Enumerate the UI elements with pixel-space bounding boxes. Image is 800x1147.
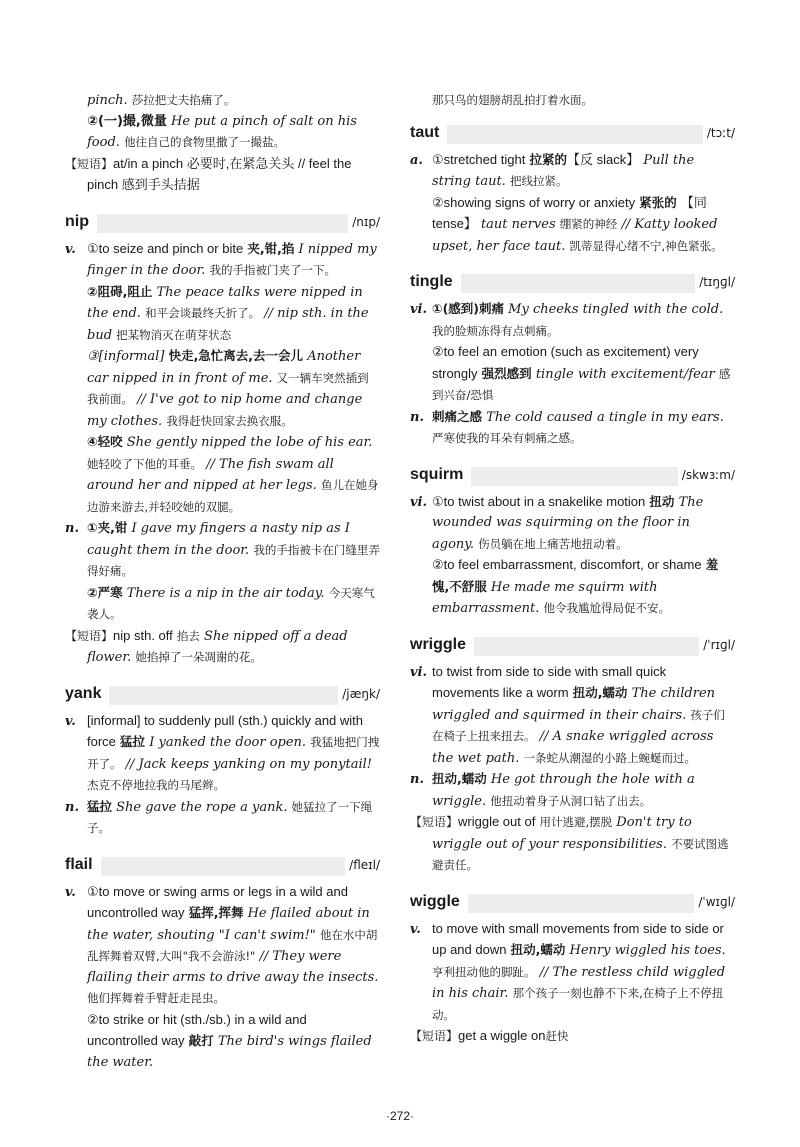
phrases: [65, 626, 380, 669]
example-en: taut nerves: [480, 217, 556, 232]
separator: //: [539, 964, 549, 980]
entry-header: [65, 211, 380, 233]
translation: ①(感到)刺痛: [432, 301, 505, 316]
example-zh: 又一辆车突然插到我前面。: [87, 370, 369, 406]
phrase: wriggle out of: [458, 814, 536, 829]
part-of-speech: vi.: [410, 494, 428, 510]
headword: flail: [65, 854, 101, 876]
example-zh: 把线拉紧。: [509, 174, 568, 188]
sense: [410, 193, 735, 258]
sense-label: ②(一)撮,微量: [87, 113, 167, 129]
example-zh: 他在水中胡乱挥舞着双臂,大叫"我不会游泳!": [87, 927, 378, 963]
sense: [65, 583, 380, 626]
translation: 刺痛之感: [432, 408, 483, 424]
translation: 猛拉: [87, 798, 113, 814]
entry-header: [410, 271, 735, 293]
translation: ④轻咬: [87, 434, 123, 449]
separator: //: [264, 306, 273, 321]
gloss: ②to feel an emotion (such as excitement) very strongly: [432, 344, 699, 381]
translation: ②阻碍,阻止: [87, 283, 153, 299]
translation: 猛挥,挥舞: [188, 905, 244, 920]
example-en: nip sth. in the bud: [87, 306, 369, 343]
sense: [410, 919, 735, 1027]
example-zh: 我的手指被卡在门缝里弄得好痛。: [87, 542, 380, 578]
part-of-speech: vi.: [410, 664, 428, 680]
sense: [65, 797, 380, 840]
entry-header: [65, 854, 380, 876]
entry-header: [410, 464, 735, 486]
example-en: Jack keeps yanking on my ponytail!: [138, 756, 373, 772]
separator: //: [259, 949, 269, 964]
flail-continuation: [410, 90, 735, 112]
entry-nip: [65, 211, 380, 669]
part-of-speech: n.: [65, 521, 79, 536]
translation: 夹,钳,掐: [247, 240, 295, 256]
example-en: I gave my fingers a nasty nip as I caught them in the door.: [87, 521, 350, 558]
right-column: [410, 90, 735, 1048]
example-zh: 和平会谈最终夭折了。: [145, 306, 261, 320]
example-en: I nipped my finger in the door.: [87, 241, 377, 278]
translation: ①夹,钳: [87, 520, 128, 535]
translation: 强烈感到: [481, 365, 532, 381]
separator: //: [621, 217, 631, 232]
sense: [65, 282, 380, 347]
sense: [65, 346, 380, 432]
translation: 扭动,蠕动: [572, 685, 628, 700]
example-zh: 一条蛇从潮湿的小路上蜿蜒而过。: [523, 750, 697, 765]
separator: //: [125, 756, 135, 772]
example-zh: 凯蒂显得心绪不宁,神色紧张。: [569, 238, 723, 253]
example-zh: 把某物消灭在萌芽状态: [116, 327, 232, 342]
example-zh: 孩子们在椅子上扭来扭去。: [432, 707, 725, 743]
example-zh: 我的手指被门夹了一下。: [209, 263, 337, 277]
sense: [65, 432, 380, 518]
example-en: He flailed about in the water, shouting "I can't swim!": [87, 906, 370, 943]
entry-header: [410, 634, 735, 656]
entry-header: [410, 891, 735, 913]
translation: 羞愧,不舒服: [432, 557, 719, 594]
headword: wiggle: [410, 891, 468, 913]
part-of-speech: n.: [65, 799, 79, 815]
gloss: ①to seize and pinch or bite: [87, 240, 244, 256]
example-zh: 我猛地把门拽开了。: [87, 735, 380, 771]
phrase: get a wiggle on: [458, 1028, 546, 1043]
example-en: I yanked the door open.: [149, 735, 307, 750]
gloss: ①to twist about in a snakelike motion: [432, 493, 646, 509]
entry-header: [65, 683, 380, 705]
synonym: 【同 tense】: [432, 194, 707, 231]
antonym: 【反 slack】: [566, 151, 640, 167]
sense: [410, 555, 735, 620]
separator: //: [206, 456, 215, 472]
phonetic: /jæŋk/: [338, 683, 380, 705]
example-zh: 杰克不停地拉我的马尾辫。: [87, 778, 225, 792]
headword: nip: [65, 211, 97, 233]
sense: [410, 492, 735, 556]
example-zh: 绷紧的神经: [559, 217, 618, 231]
phrase-label: 【短语】: [410, 1029, 459, 1043]
example-zh: 那只鸟的翅膀胡乱拍打着水面。: [432, 93, 593, 107]
sense: [410, 342, 735, 407]
example-zh: 今天寒气袭人。: [87, 585, 375, 621]
example-en: My cheeks tingled with the cold.: [508, 302, 724, 317]
part-of-speech: n.: [410, 409, 424, 425]
phrase-zh: 用计逃避,摆脱: [539, 815, 613, 829]
part-of-speech: v.: [410, 921, 421, 937]
pinch-continuation: [65, 90, 380, 112]
example-en: I've got to nip home and change my clothes.: [87, 392, 363, 429]
example-en: She nipped off a dead flower.: [87, 628, 348, 665]
example-en: She gave the rope a yank.: [116, 799, 288, 815]
example-zh: 严寒使我的耳朵有刺痛之感。: [432, 431, 582, 445]
example-en: pinch.: [87, 93, 128, 108]
example-en: He made me squirm with embarrassment.: [432, 579, 658, 616]
example-zh: 我的脸颊冻得有点刺痛。: [432, 323, 559, 338]
phrase-label: 【短语】: [410, 815, 459, 829]
example-en: tingle with excitement/fear: [535, 366, 715, 382]
example-en: Pull the string taut.: [432, 152, 695, 189]
phonetic: /tɔːt/: [703, 122, 735, 144]
gloss: ②showing signs of worry or anxiety: [432, 194, 636, 210]
example-zh: 我得赶快回家去换衣服。: [166, 413, 293, 428]
headword: taut: [410, 122, 447, 144]
example-en: He got through the hole with a wriggle.: [432, 772, 695, 809]
phrases: [410, 1026, 735, 1048]
translation: 快走,急忙离去,去一会儿: [168, 348, 304, 363]
phrase-zh: 掐去: [176, 628, 200, 643]
sense: [410, 407, 735, 450]
sense: [65, 711, 380, 797]
headword: yank: [65, 683, 109, 705]
phrase-text: at/in a pinch 必要时,在紧急关头 // feel the pinch 感到手头拮据: [87, 155, 352, 192]
entry-flail: [65, 854, 380, 1074]
example-en: The cold caused a tingle in my ears.: [486, 409, 724, 425]
sense: [410, 150, 735, 193]
example-en: The children wriggled and squirmed in their chairs.: [432, 686, 716, 723]
phrase-zh: 赶快: [545, 1029, 569, 1043]
example-zh: 她轻咬了下他的耳垂。: [87, 456, 202, 471]
headword: wriggle: [410, 634, 474, 656]
entry-squirm: [410, 464, 735, 620]
gloss: ②to strike or hit (sth./sb.) in a wild and uncontrolled way: [87, 1011, 307, 1048]
gloss: to twist from side to side with small quick movements like a worm: [432, 663, 667, 700]
example-en: He put a pinch of salt on his food.: [87, 113, 357, 150]
example-en: Another car nipped in in front of me.: [87, 349, 361, 386]
gloss: to move with small movements from side to side or up and down: [432, 920, 724, 957]
separator: //: [137, 392, 146, 407]
part-of-speech: v.: [65, 884, 76, 900]
example-en: The wounded was squirming on the floor in agony.: [432, 494, 704, 552]
phrases: [410, 812, 735, 877]
example-zh: 不要试图逃避责任。: [432, 836, 729, 872]
translation: ②严寒: [87, 584, 123, 600]
example-zh: 莎拉把丈夫掐痛了。: [131, 93, 236, 107]
gloss: ②to feel embarrassment, discomfort, or shame: [432, 557, 702, 572]
part-of-speech: v.: [65, 713, 76, 729]
phonetic: /fleɪl/: [345, 854, 380, 876]
sense: [65, 882, 380, 1010]
phrase: nip sth. off: [113, 627, 173, 643]
translation: 扭动: [649, 493, 675, 509]
sense: [410, 662, 735, 770]
translation: 紧张的: [639, 194, 677, 210]
entry-wiggle: [410, 891, 735, 1048]
translation: 猛拉: [120, 734, 146, 749]
entry-yank: [65, 683, 380, 840]
example-zh: 她猛拉了一下绳子。: [87, 799, 373, 835]
translation: 拉紧的: [529, 151, 567, 167]
part-of-speech: a.: [410, 152, 423, 168]
example-zh: 他们挥舞着手臂赶走昆虫。: [87, 991, 225, 1005]
entry-taut: [410, 122, 735, 258]
entry-tingle: [410, 271, 735, 450]
phrase-label: 【短语】: [65, 628, 114, 643]
example-zh: 他令我尴尬得局促不安。: [543, 601, 671, 615]
sense: [65, 518, 380, 583]
gloss: ①to move or swing arms or legs in a wild and uncontrolled way: [87, 883, 348, 920]
example-en: There is a nip in the air today.: [126, 585, 325, 601]
separator: //: [539, 729, 549, 744]
phonetic: /ˈwɪɡl/: [694, 891, 735, 913]
example-en: Henry wiggled his toes.: [569, 943, 726, 958]
example-en: A snake wriggled across the wet path.: [432, 729, 714, 766]
example-en: The fish swam all around her and nipped at her legs.: [87, 456, 334, 493]
phonetic: /tɪŋɡl/: [695, 271, 735, 293]
phonetic: /ˈrɪɡl/: [699, 634, 735, 656]
gloss: [informal] to suddenly pull (sth.) quickly and with force: [87, 712, 364, 749]
gloss: ③[informal]: [87, 349, 165, 364]
example-zh: 亨利扭动他的脚趾。: [432, 964, 536, 979]
entry-wriggle: [410, 634, 735, 877]
example-en: They were flailing their arms to drive away the insects.: [87, 949, 379, 985]
phonetic: /skwɜːm/: [678, 464, 735, 486]
part-of-speech: n.: [410, 772, 424, 787]
sense: [410, 769, 735, 812]
pinch-phrases: [65, 154, 380, 197]
example-en: The restless child wiggled in his chair.: [432, 964, 726, 1001]
example-zh: 她掐掉了一朵凋谢的花。: [135, 650, 262, 664]
example-en: Don't try to wriggle out of your responsibilities.: [432, 815, 692, 852]
headword: squirm: [410, 464, 471, 486]
translation: 扭动,蠕动: [510, 942, 566, 957]
example-en: The peace talks were nipped in the end.: [87, 284, 363, 321]
translation: 敲打: [188, 1033, 214, 1048]
example-en: Katty looked upset, her face taut.: [432, 217, 718, 254]
phrase-label: 【短语】: [65, 156, 114, 171]
example-zh: 他往自己的食物里撒了一撮盐。: [124, 135, 286, 149]
example-zh: 那个孩子一刻也静不下来,在椅子上不停扭动。: [432, 986, 724, 1022]
example-zh: 鱼儿在她身边游来游去,并轻咬她的双腿。: [87, 478, 379, 514]
example-zh: 伤员躺在地上痛苦地扭动着。: [478, 536, 628, 551]
headword: tingle: [410, 271, 461, 293]
gloss: ①stretched tight: [432, 151, 526, 167]
page-number: ·272·: [385, 1109, 414, 1123]
example-zh: 感到兴奋/恐惧: [432, 366, 731, 402]
sense: [65, 1010, 380, 1074]
phonetic: /nɪp/: [348, 211, 380, 233]
part-of-speech: vi.: [410, 302, 428, 317]
entry-header: [410, 122, 735, 144]
left-column: [65, 90, 380, 1073]
pinch-sense-2: [65, 112, 380, 154]
example-en: She gently nipped the lobe of his ear.: [126, 435, 373, 450]
sense: [410, 299, 735, 342]
example-zh: 他扭动着身子从洞口钻了出去。: [490, 793, 652, 808]
part-of-speech: v.: [65, 241, 76, 257]
translation: 扭动,蠕动: [432, 771, 487, 786]
sense: [65, 239, 380, 282]
example-en: The bird's wings flailed the water.: [87, 1034, 372, 1070]
